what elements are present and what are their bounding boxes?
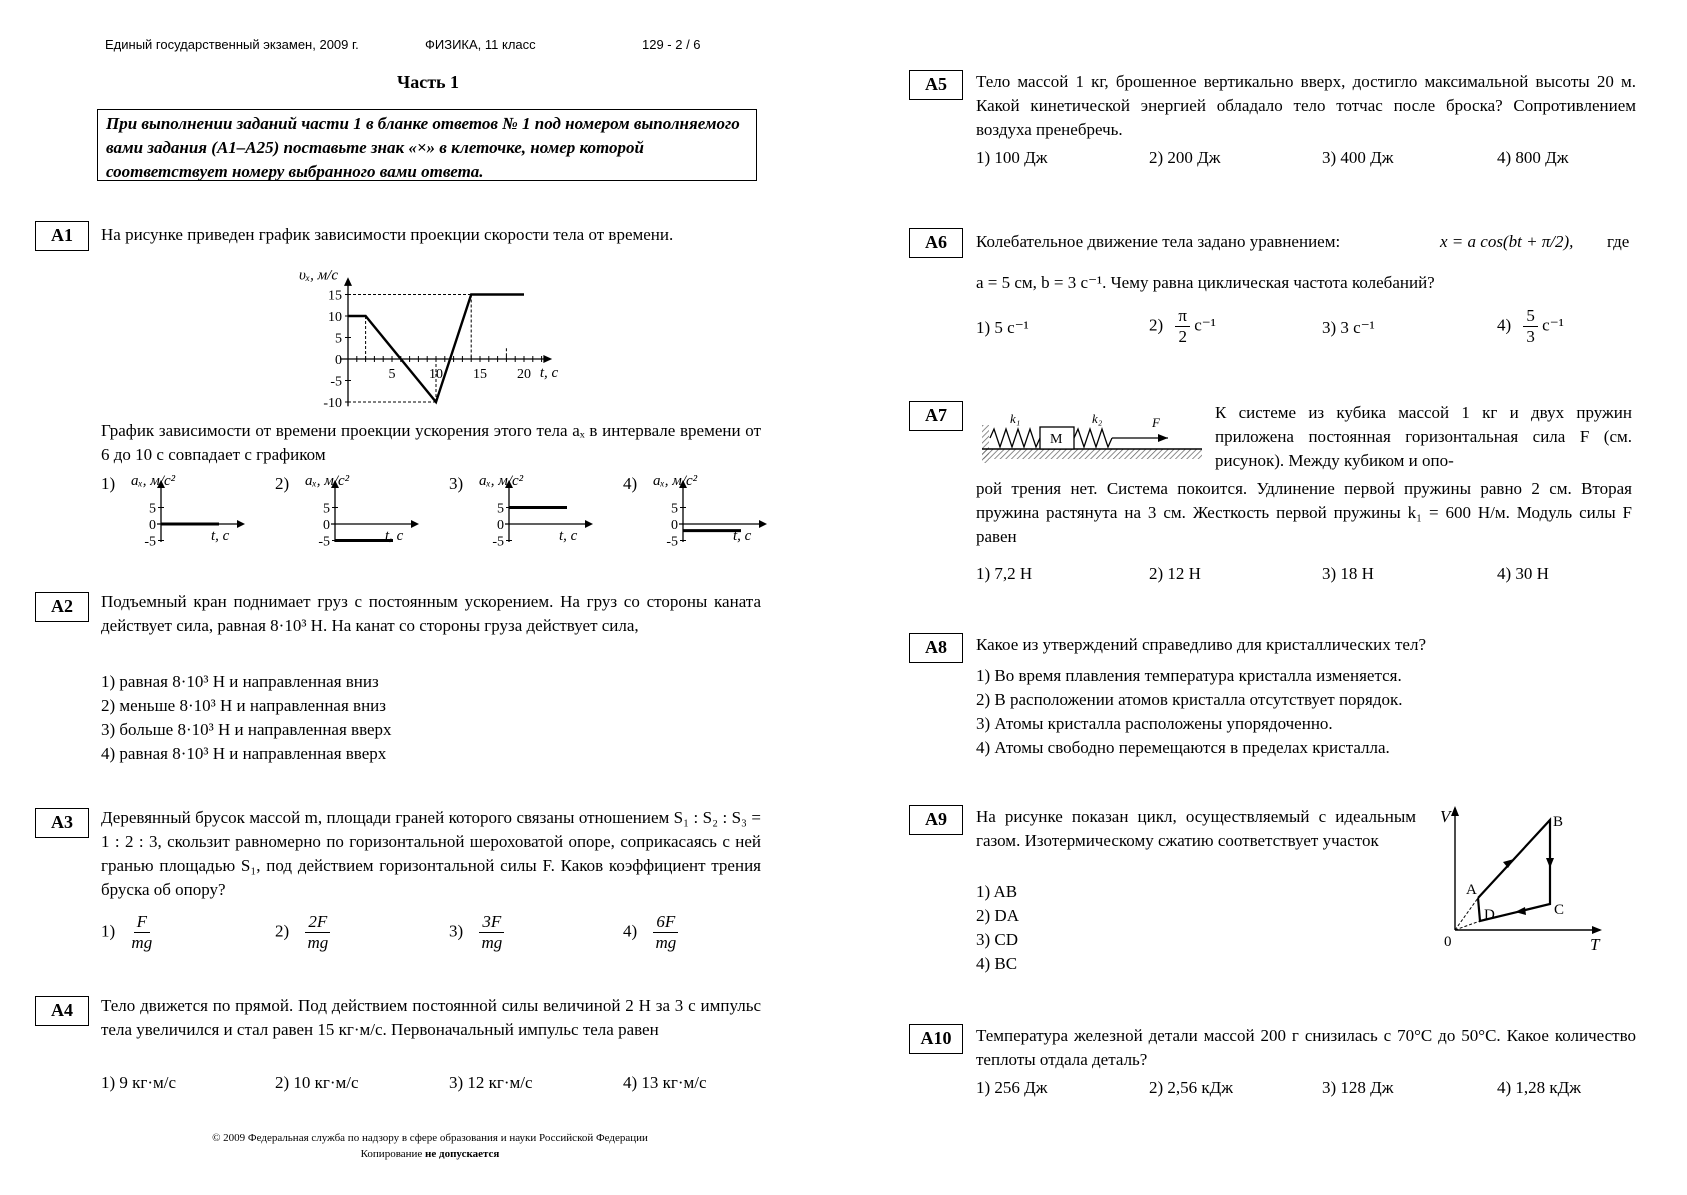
a9-option-3[interactable]: 3) CD [976,930,1019,949]
question-label-a10: А10 [909,1024,963,1054]
y-tick-label: 0 [497,518,504,533]
a2-option-2[interactable]: 2) меньше 8·10³ Н и направленная вниз [101,696,386,715]
point-a-label: A [1466,882,1477,898]
fraction [305,912,330,953]
a1-text: На рисунке приведен график зависимости проекции скорости тела от времени. [101,225,674,244]
question-label-a1: А1 [35,221,89,251]
chart-plot-area [299,268,559,411]
x-tick-label: 10 [429,367,443,382]
y-tick-label: 5 [323,501,330,517]
a3-option-2[interactable] [275,912,330,953]
option-number: 1) [101,921,116,941]
footer-copy-notice [100,1148,760,1160]
a2-option-1[interactable]: 1) равная 8·10³ Н и направленная вниз [101,672,379,691]
a6-text-line2: a = 5 см, b = 3 с⁻¹. Чему равна циклическая частота колебаний? [976,273,1435,292]
option-number: 4) [623,921,638,941]
y-axis-label: aₓ, м/с² [305,473,350,489]
cycle-path [1478,820,1550,921]
a10-option-4[interactable]: 4) 1,28 кДж [1497,1078,1582,1097]
instruction-box: При выполнении заданий части 1 в бланке ответов № 1 под номером выполняемого вами задания (А1–А25) поставьте знак «×» в клеточке, номер которой соответствует номеру выбранного вами ответа. [97,109,757,181]
y-tick-label: 5 [671,501,678,517]
fraction [1523,306,1538,347]
force-arrowhead [1158,434,1168,442]
t-axis-arrow [1592,926,1602,934]
spring-2 [1074,429,1112,447]
fraction [479,912,504,953]
spring-system-figure [980,405,1205,465]
a4-option-4[interactable]: 4) 13 кг·м/с [623,1073,707,1092]
footer-copyright: © 2009 Федеральная служба по надзору в сфере образования и науки Российской Федерации [212,1132,648,1144]
x-axis-arrow [543,355,552,363]
a8-option-2[interactable]: 2) В расположении атомов кристалла отсутствует порядок. [976,690,1403,709]
x-axis-arrow [411,520,419,528]
a9-text: На рисунке показан цикл, осуществляемый с идеальным газом. Изотермическому сжатию соответствует участок [976,807,1416,850]
question-label-a4: А4 [35,996,89,1026]
t-label: T [1590,935,1600,954]
numerator: 6F [653,912,678,933]
a4-option-1[interactable]: 1) 9 кг·м/с [101,1073,177,1092]
a2-text: Подъемный кран поднимает груз с постоянным ускорением. На груз со стороны каната действует сила, равная 8·10³ Н. На канат со стороны груза действует сила, [101,592,761,635]
a10-option-1[interactable]: 1) 256 Дж [976,1078,1048,1097]
a5-text: Тело массой 1 кг, брошенное вертикально вверх, достигло максимальной высоты 20 м. Какой кинетической энергией обладало тело тотчас после броска? Сопротивлением воздуха пренебречь. [976,72,1636,139]
floor [982,449,1202,459]
option-number: 4) [623,474,638,493]
question-label-a6: А6 [909,228,963,258]
denominator: mg [307,933,329,952]
y-tick-label: -10 [323,396,342,411]
option-number: 2) [1149,315,1164,335]
a8-option-3[interactable]: 3) Атомы кристалла расположены упорядоченно. [976,714,1333,733]
a4-option-3[interactable]: 3) 12 кг·м/с [449,1073,533,1092]
a10-option-2[interactable]: 2) 2,56 кДж [1149,1078,1234,1097]
arrow-ab [1503,859,1514,868]
mini-graph-4 [641,472,781,552]
y-axis-label: aₓ, м/с² [131,473,176,489]
spring-1 [990,429,1040,447]
force-label: F [1152,415,1160,430]
question-label-a7: А7 [909,401,963,431]
y-axis-label: aₓ, м/с² [653,473,698,489]
denominator: mg [131,933,153,952]
a5-option-3[interactable]: 3) 400 Дж [1322,148,1394,167]
origin-label: 0 [1444,934,1452,950]
footer-prefix: Копирование [360,1148,426,1160]
a2-option-3[interactable]: 3) больше 8·10³ Н и направленная вверх [101,720,392,739]
y-tick-label: -5 [144,534,156,550]
vt-cycle-diagram [1430,800,1610,960]
velocity-chart [270,268,580,418]
y-tick-label: 0 [149,518,156,533]
unit: с⁻¹ [1542,315,1564,335]
option-number: 3) [449,474,464,493]
a7-text: рой трения нет. Система покоится. Удлинение первой пружины равно 2 см. Вторая пружина растянута на 3 см. Жесткость первой пружины k₁ = 600 Н/м. Модуль силы F равен [976,479,1632,546]
a6-option-2[interactable] [1149,306,1216,347]
cube-label: M [1050,432,1063,447]
point-c-label: C [1554,902,1565,918]
v-axis-arrow [1451,806,1459,816]
question-label-a5: А5 [909,70,963,100]
question-label-a8: А8 [909,633,963,663]
option-number: 3) [449,921,464,941]
a10-text: Температура железной детали массой 200 г снизилась с 70°С до 50°С. Какое количество теплоты отдала деталь? [976,1026,1636,1069]
numerator: π [1175,306,1190,327]
x-axis-label: t, с [385,528,404,544]
y-tick-label: 15 [328,288,342,304]
y-tick-label: -5 [492,534,504,550]
x-axis-arrow [759,520,767,528]
dashed-line-oa [1455,898,1478,930]
a5-option-4[interactable]: 4) 800 Дж [1497,148,1569,167]
question-label-a2: А2 [35,592,89,622]
v-label: V [1440,807,1451,826]
y-tick-label: -5 [330,374,342,390]
y-axis-label: aₓ, м/с² [479,473,524,489]
a7-text-right: К системе из кубика массой 1 кг и двух пружин приложена постоянная горизонтальная сила F (см. рисунок). Между кубиком и опо- [1215,403,1632,470]
point-b-label: B [1553,814,1564,830]
fraction [131,912,152,953]
a8-option-4[interactable]: 4) Атомы свободно перемещаются в пределах кристалла. [976,738,1390,757]
a6-text: Колебательное движение тела задано уравнением: [976,232,1341,251]
subject-title: ФИЗИКА, 11 класс [425,37,536,52]
question-label-a3: А3 [35,808,89,838]
a10-option-3[interactable]: 3) 128 Дж [1322,1078,1394,1097]
y-tick-label: 5 [149,501,156,517]
fraction [1175,306,1190,347]
mini-graph-2 [293,472,433,552]
numerator: 3F [479,912,504,933]
y-tick-label: 0 [335,353,342,368]
a3-text: Деревянный брусок массой m, площади граней которого связаны отношением S₁ : S₂ : S₃ = 1 : 2 : 3, скользит равномерно по горизонтальной шероховатой опоре, соприкасаясь с ней гранью площадью S₁, под действием горизонтальной силы F. Каков коэффициент трения бруска об опору? [101,808,761,899]
denominator: mg [655,933,677,952]
a5-option-2[interactable]: 2) 200 Дж [1149,148,1221,167]
a8-options [976,664,1403,760]
y-axis-arrow [344,277,352,286]
footer-bold: не допускается [425,1148,500,1160]
fraction [653,912,678,953]
mini-graph-3 [467,472,607,552]
a6-option-4[interactable] [1497,306,1564,347]
arrow-bc [1546,858,1554,868]
option-number: 2) [275,474,290,493]
a3-option-4[interactable] [623,912,678,953]
x-axis-label: t, с [211,528,230,544]
y-tick-label: -5 [318,534,330,550]
a7-option-4[interactable]: 4) 30 Н [1497,564,1549,583]
denominator: mg [481,933,503,952]
option-number: 4) [1497,315,1512,335]
a1-question: График зависимости от времени проекции ускорения этого тела aₓ в интервале времени от 6 до 10 с совпадает с графиком [101,421,761,464]
exam-title: Единый государственный экзамен, 2009 г. [105,37,359,52]
a9-option-4[interactable]: 4) BC [976,954,1018,973]
a7-option-3[interactable]: 3) 18 Н [1322,564,1374,583]
x-axis-arrow [237,520,245,528]
k2-label: k₂ [1092,411,1103,426]
x-axis-label: t, с [559,528,578,544]
y-tick-label: -5 [666,534,678,550]
a8-text: Какое из утверждений справедливо для кристаллических тел? [976,635,1427,654]
y-tick-label: 5 [335,331,342,347]
y-tick-label: 0 [323,518,330,533]
denominator: 2 [1178,327,1187,346]
a8-option-1[interactable]: 1) Во время плавления температура кристалла изменяется. [976,666,1402,685]
point-d-label: D [1484,907,1495,923]
a3-option-1[interactable] [101,912,152,953]
a2-options [101,670,392,766]
a9-option-2[interactable]: 2) DA [976,906,1019,925]
numerator: 5 [1523,306,1538,327]
a9-option-1[interactable]: 1) AB [976,882,1018,901]
a4-option-2[interactable]: 2) 10 кг·м/с [275,1073,359,1092]
part-title: Часть 1 [397,72,460,92]
y-tick-label: 0 [671,518,678,533]
x-axis-arrow [585,520,593,528]
x-tick-label: 5 [388,367,396,382]
question-label-a9: А9 [909,805,963,835]
unit: с⁻¹ [1194,315,1216,335]
a6-equation: x = a cos(bt + π/2), [1440,232,1574,251]
mini-graph-1 [119,472,259,552]
x-axis-label: t, с [539,365,559,381]
a6-option-1[interactable]: 1) 5 с⁻¹ [976,318,1029,337]
a6-option-3[interactable]: 3) 3 с⁻¹ [1322,318,1375,337]
y-tick-label: 5 [497,501,504,517]
page-number: 129 - 2 / 6 [642,37,701,52]
k1-label: k₁ [1010,411,1021,426]
x-axis-label: t, с [733,528,752,544]
option-number: 1) [101,474,116,493]
option-number: 2) [275,921,290,941]
a5-option-1[interactable]: 1) 100 Дж [976,148,1048,167]
denominator: 3 [1526,327,1535,346]
a2-option-4[interactable]: 4) равная 8·10³ Н и направленная вверх [101,744,387,763]
a9-options [976,880,1019,976]
a3-option-3[interactable] [449,912,504,953]
a4-text: Тело движется по прямой. Под действием постоянной силы величиной 2 Н за 3 с импульс тела увеличился и стал равен 15 кг·м/с. Первоначальный импульс тела равен [101,996,761,1039]
a6-where: где [1607,232,1630,251]
a7-option-2[interactable]: 2) 12 Н [1149,564,1201,583]
a7-option-1[interactable]: 1) 7,2 Н [976,564,1033,583]
x-tick-label: 20 [517,367,531,382]
y-tick-label: 10 [328,310,342,325]
x-tick-label: 15 [473,367,487,382]
numerator: F [134,912,150,933]
y-axis-label: υₓ, м/с [298,268,338,284]
numerator: 2F [305,912,330,933]
